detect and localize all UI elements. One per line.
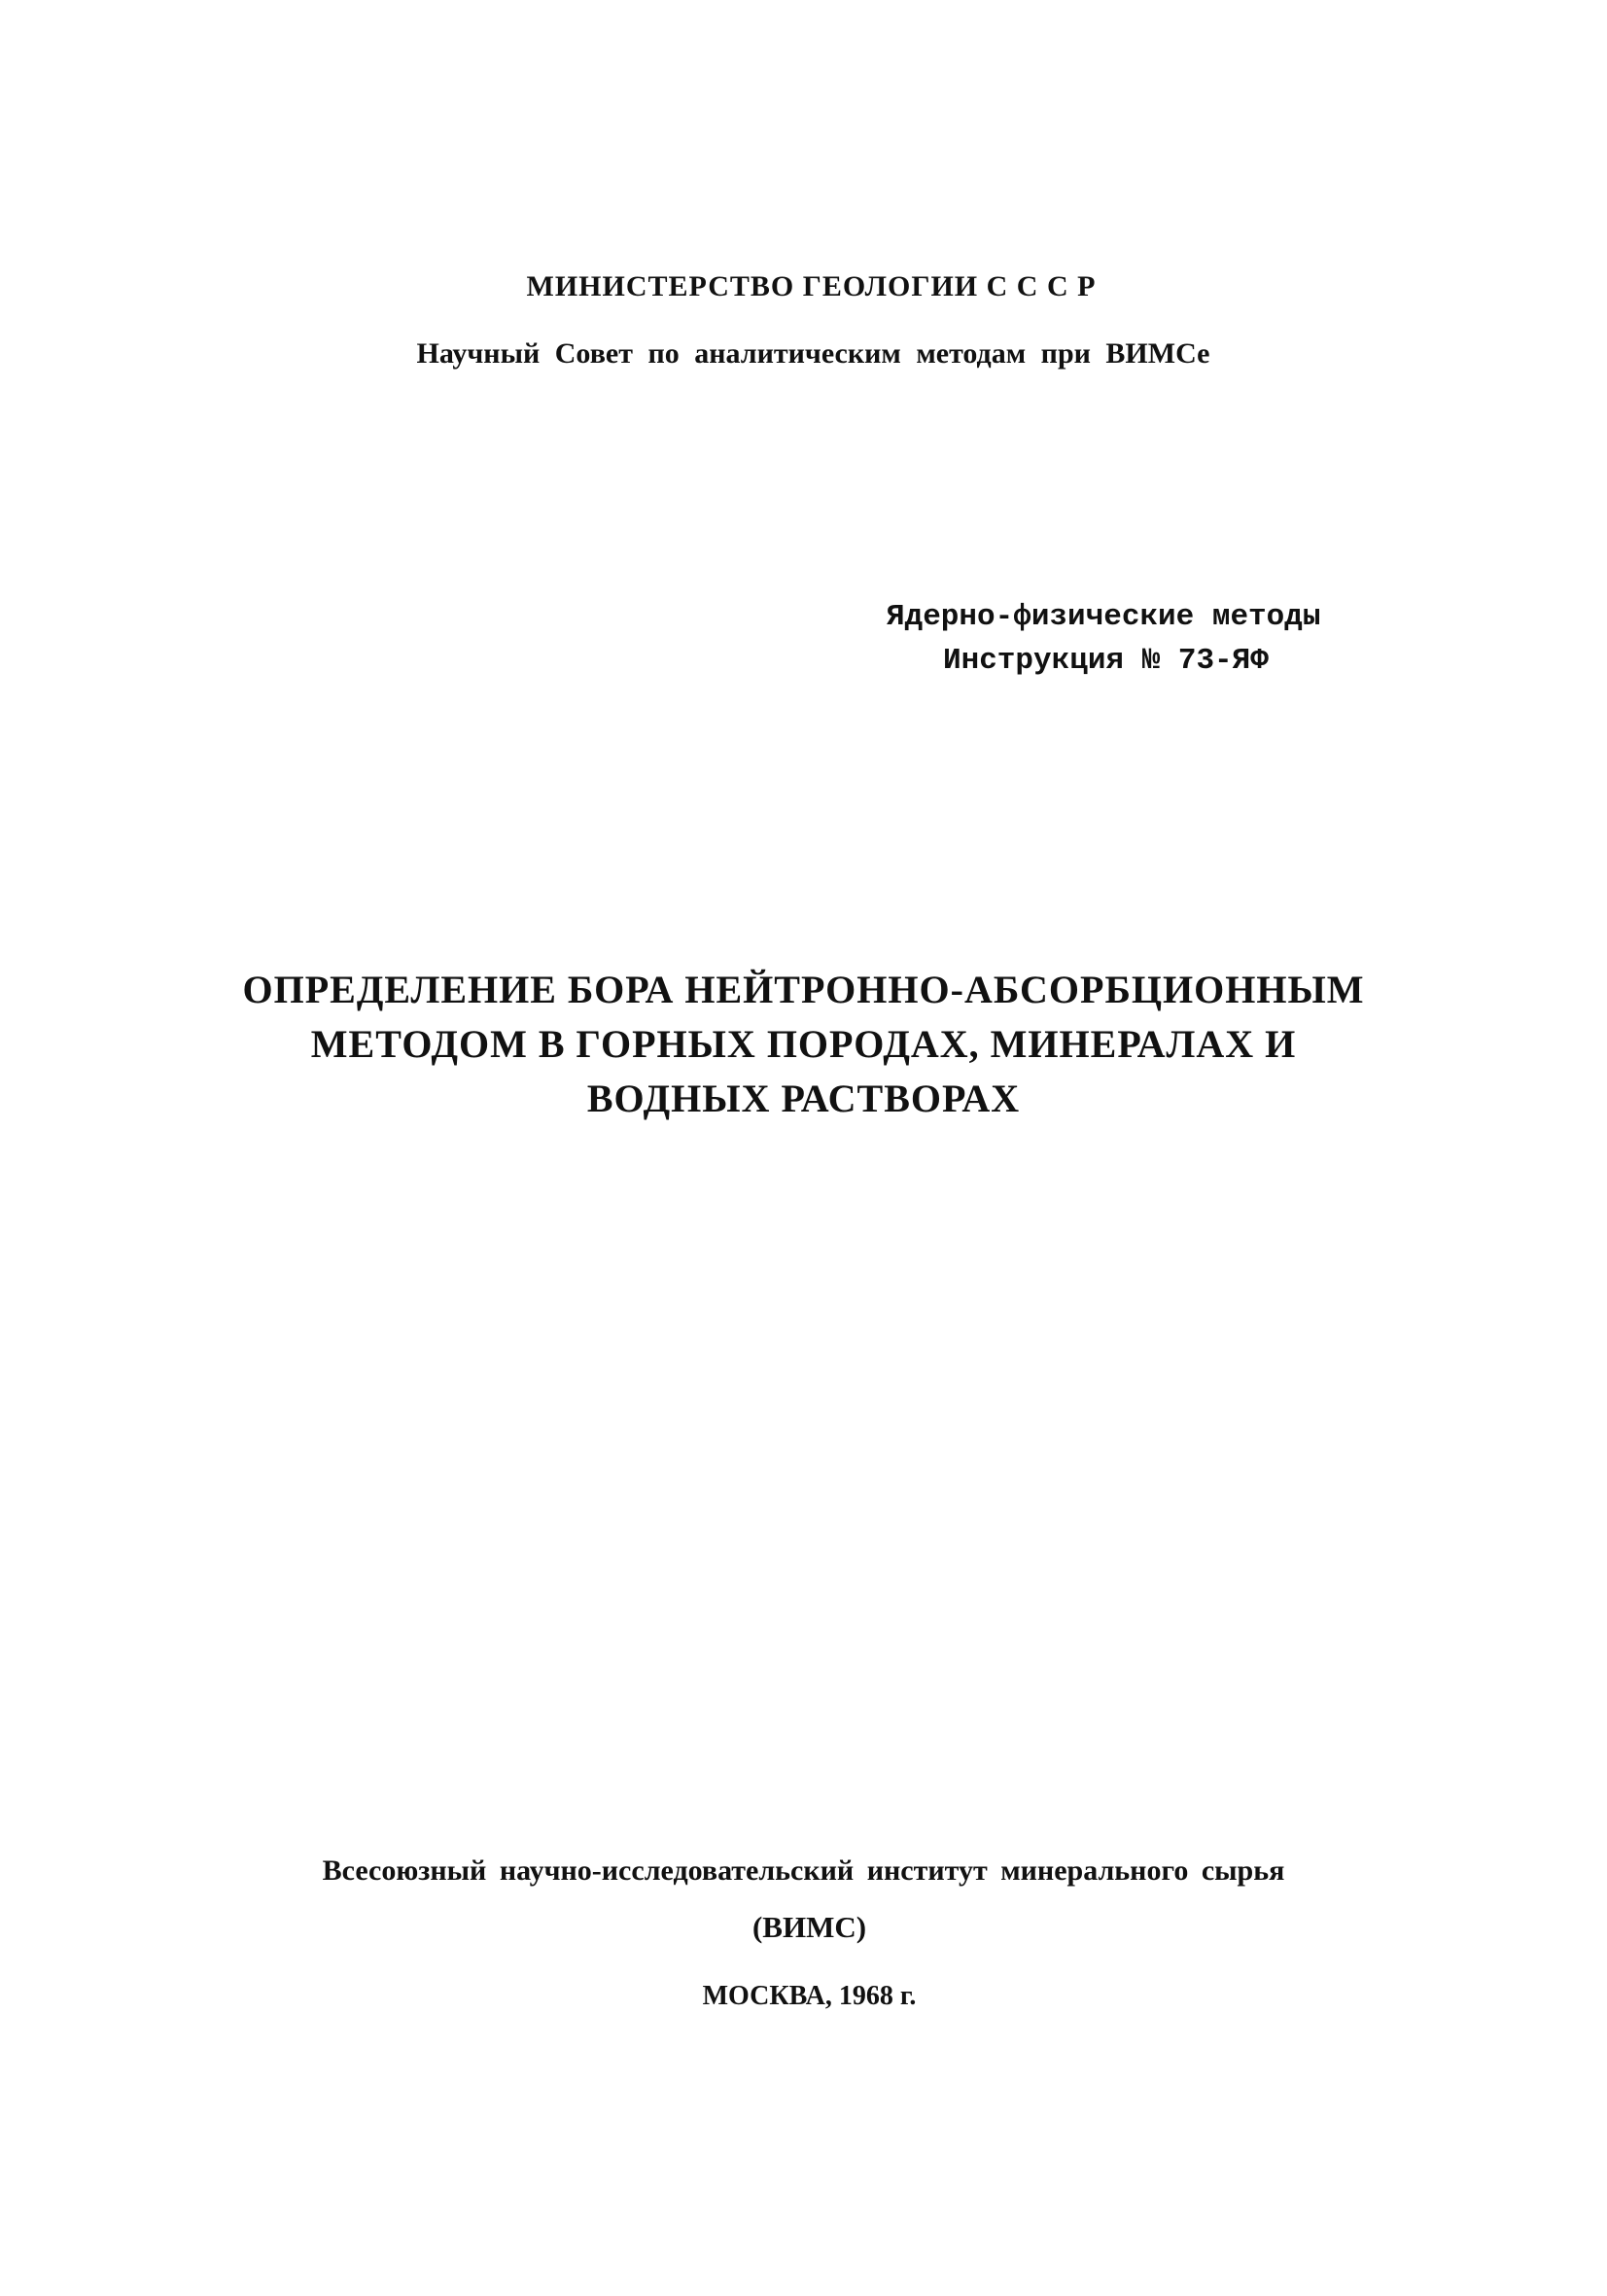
- title-line-3: ВОДНЫХ РАСТВОРАХ: [586, 1077, 1021, 1120]
- institute-name: Всесоюзный научно-исследовательский институт минерального сырья: [322, 1854, 1285, 1887]
- ministry-heading: МИНИСТЕРСТВО ГЕОЛОГИИ С С С Р: [526, 270, 1097, 302]
- document-title: [0, 963, 1607, 1126]
- instruction-number: Инструкция № 73-ЯФ: [943, 644, 1269, 678]
- title-line-2: МЕТОДОМ В ГОРНЫХ ПОРОДАХ, МИНЕРАЛАХ И: [310, 1022, 1297, 1066]
- council-subheading: Научный Совет по аналитическим методам при ВИМСе: [416, 337, 1210, 370]
- series-block: [887, 595, 1320, 683]
- series-methods: Ядерно-физические методы: [887, 600, 1321, 634]
- title-line-1: ОПРЕДЕЛЕНИЕ БОРА НЕЙТРОННО-АБСОРБЦИОННЫМ: [242, 968, 1365, 1011]
- city-year: МОСКВА, 1968 г.: [702, 1981, 917, 2011]
- institute-abbreviation: (ВИМС): [751, 1910, 867, 1944]
